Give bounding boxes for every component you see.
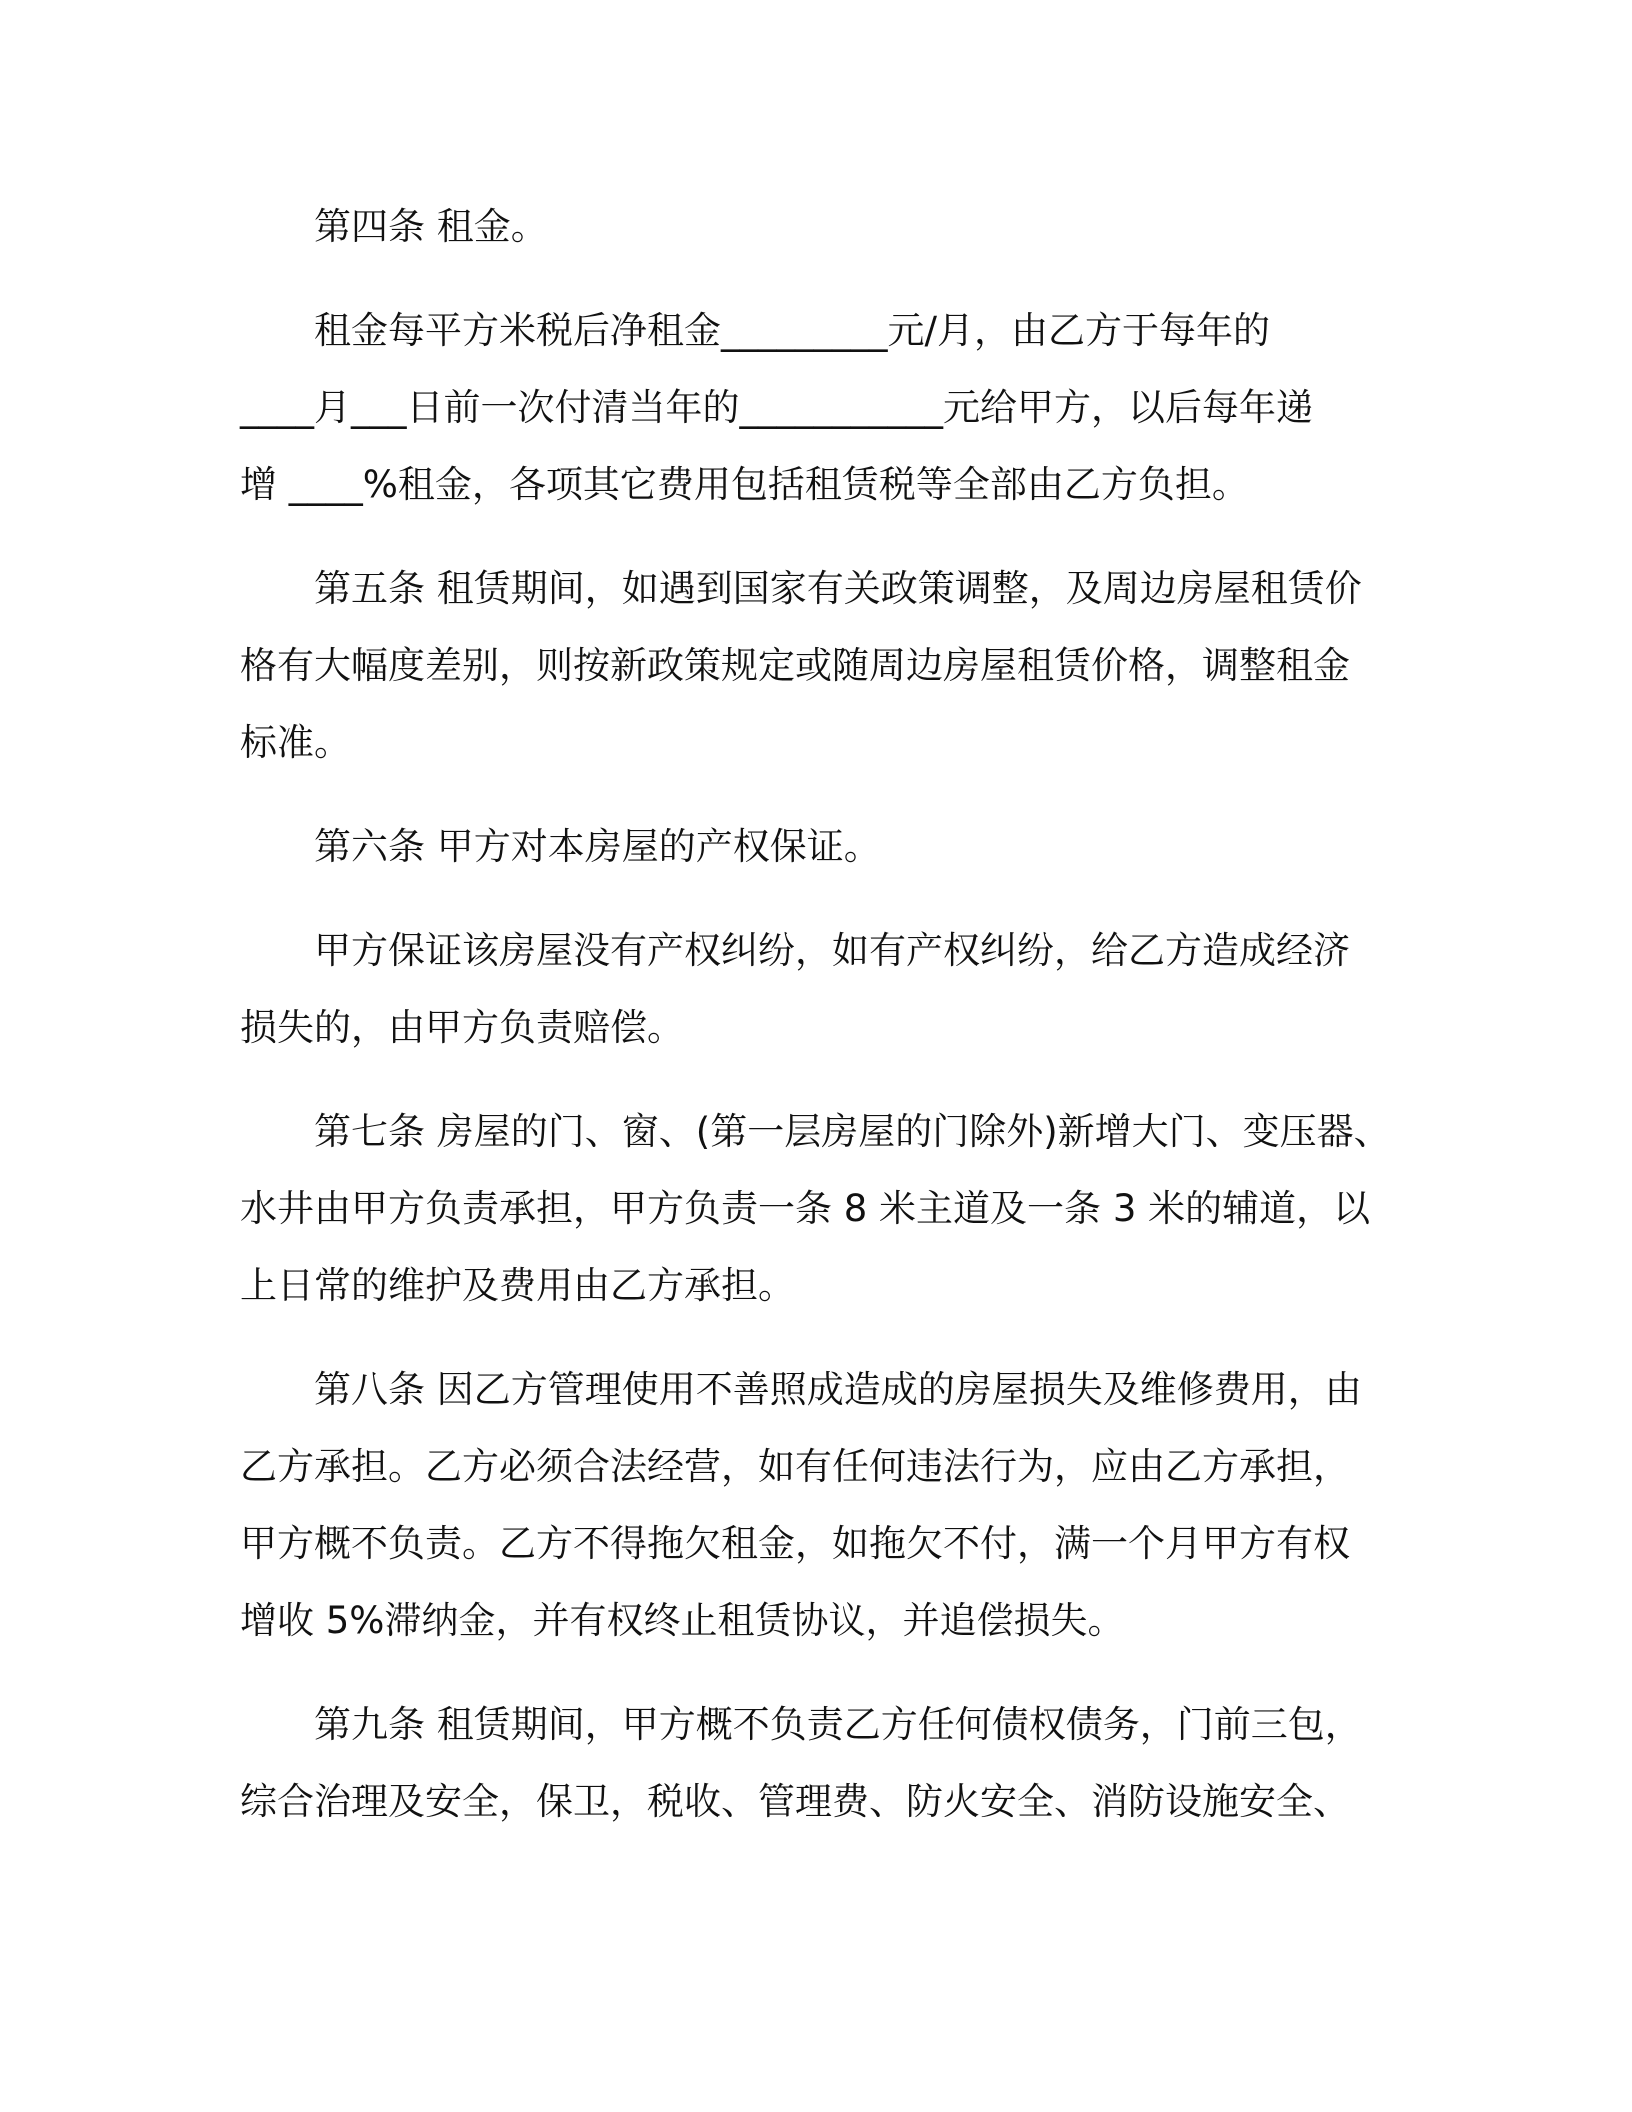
text-line: 第七条 房屋的门、窗、(第一层房屋的门除外)新增大门、变压器、 xyxy=(314,1110,1391,1153)
text-line: 乙方承担。乙方必须合法经营，如有任何违法行为，应由乙方承担， xyxy=(240,1445,1350,1488)
text-line: 综合治理及安全，保卫，税收、管理费、防火安全、消防设施安全、 xyxy=(240,1780,1350,1823)
text-line: 租金每平方米税后净租金_________元/月，由乙方于每年的 xyxy=(314,309,1270,352)
text-line: 标准。 xyxy=(240,721,351,764)
text-line: 甲方保证该房屋没有产权纠纷，如有产权纠纷，给乙方造成经济 xyxy=(314,929,1350,972)
article-5 xyxy=(240,550,1400,781)
text-line: 第四条 租金。 xyxy=(314,205,548,248)
text-line: 水井由甲方负责承担，甲方负责一条 8 米主道及一条 3 米的辅道，以 xyxy=(240,1187,1371,1230)
text-line: ____月___日前一次付清当年的___________元给甲方，以后每年递 xyxy=(240,386,1313,429)
document-body xyxy=(240,188,1400,1867)
article-8 xyxy=(240,1351,1400,1659)
text-line: 上日常的维护及费用由乙方承担。 xyxy=(240,1264,795,1307)
text-line: 增收 5%滞纳金，并有权终止租赁协议，并追偿损失。 xyxy=(240,1599,1125,1642)
text-line: 第六条 甲方对本房屋的产权保证。 xyxy=(314,825,881,868)
article-4-rent-terms xyxy=(240,292,1400,523)
article-9 xyxy=(240,1686,1400,1840)
text-line: 甲方概不负责。乙方不得拖欠租金，如拖欠不付，满一个月甲方有权 xyxy=(240,1522,1350,1565)
text-line: 第五条 租赁期间，如遇到国家有关政策调整，及周边房屋租赁价 xyxy=(314,567,1362,610)
article-4-heading xyxy=(240,188,1400,265)
article-6-guarantee xyxy=(240,912,1400,1066)
article-6-heading xyxy=(240,808,1400,885)
article-7 xyxy=(240,1093,1400,1324)
text-line: 增 ____%租金，各项其它费用包括租赁税等全部由乙方负担。 xyxy=(240,463,1249,506)
text-line: 第八条 因乙方管理使用不善照成造成的房屋损失及维修费用，由 xyxy=(314,1368,1362,1411)
text-line: 损失的，由甲方负责赔偿。 xyxy=(240,1006,684,1049)
text-line: 格有大幅度差别，则按新政策规定或随周边房屋租赁价格，调整租金 xyxy=(240,644,1350,687)
text-line: 第九条 租赁期间，甲方概不负责乙方任何债权债务，门前三包， xyxy=(314,1703,1362,1746)
